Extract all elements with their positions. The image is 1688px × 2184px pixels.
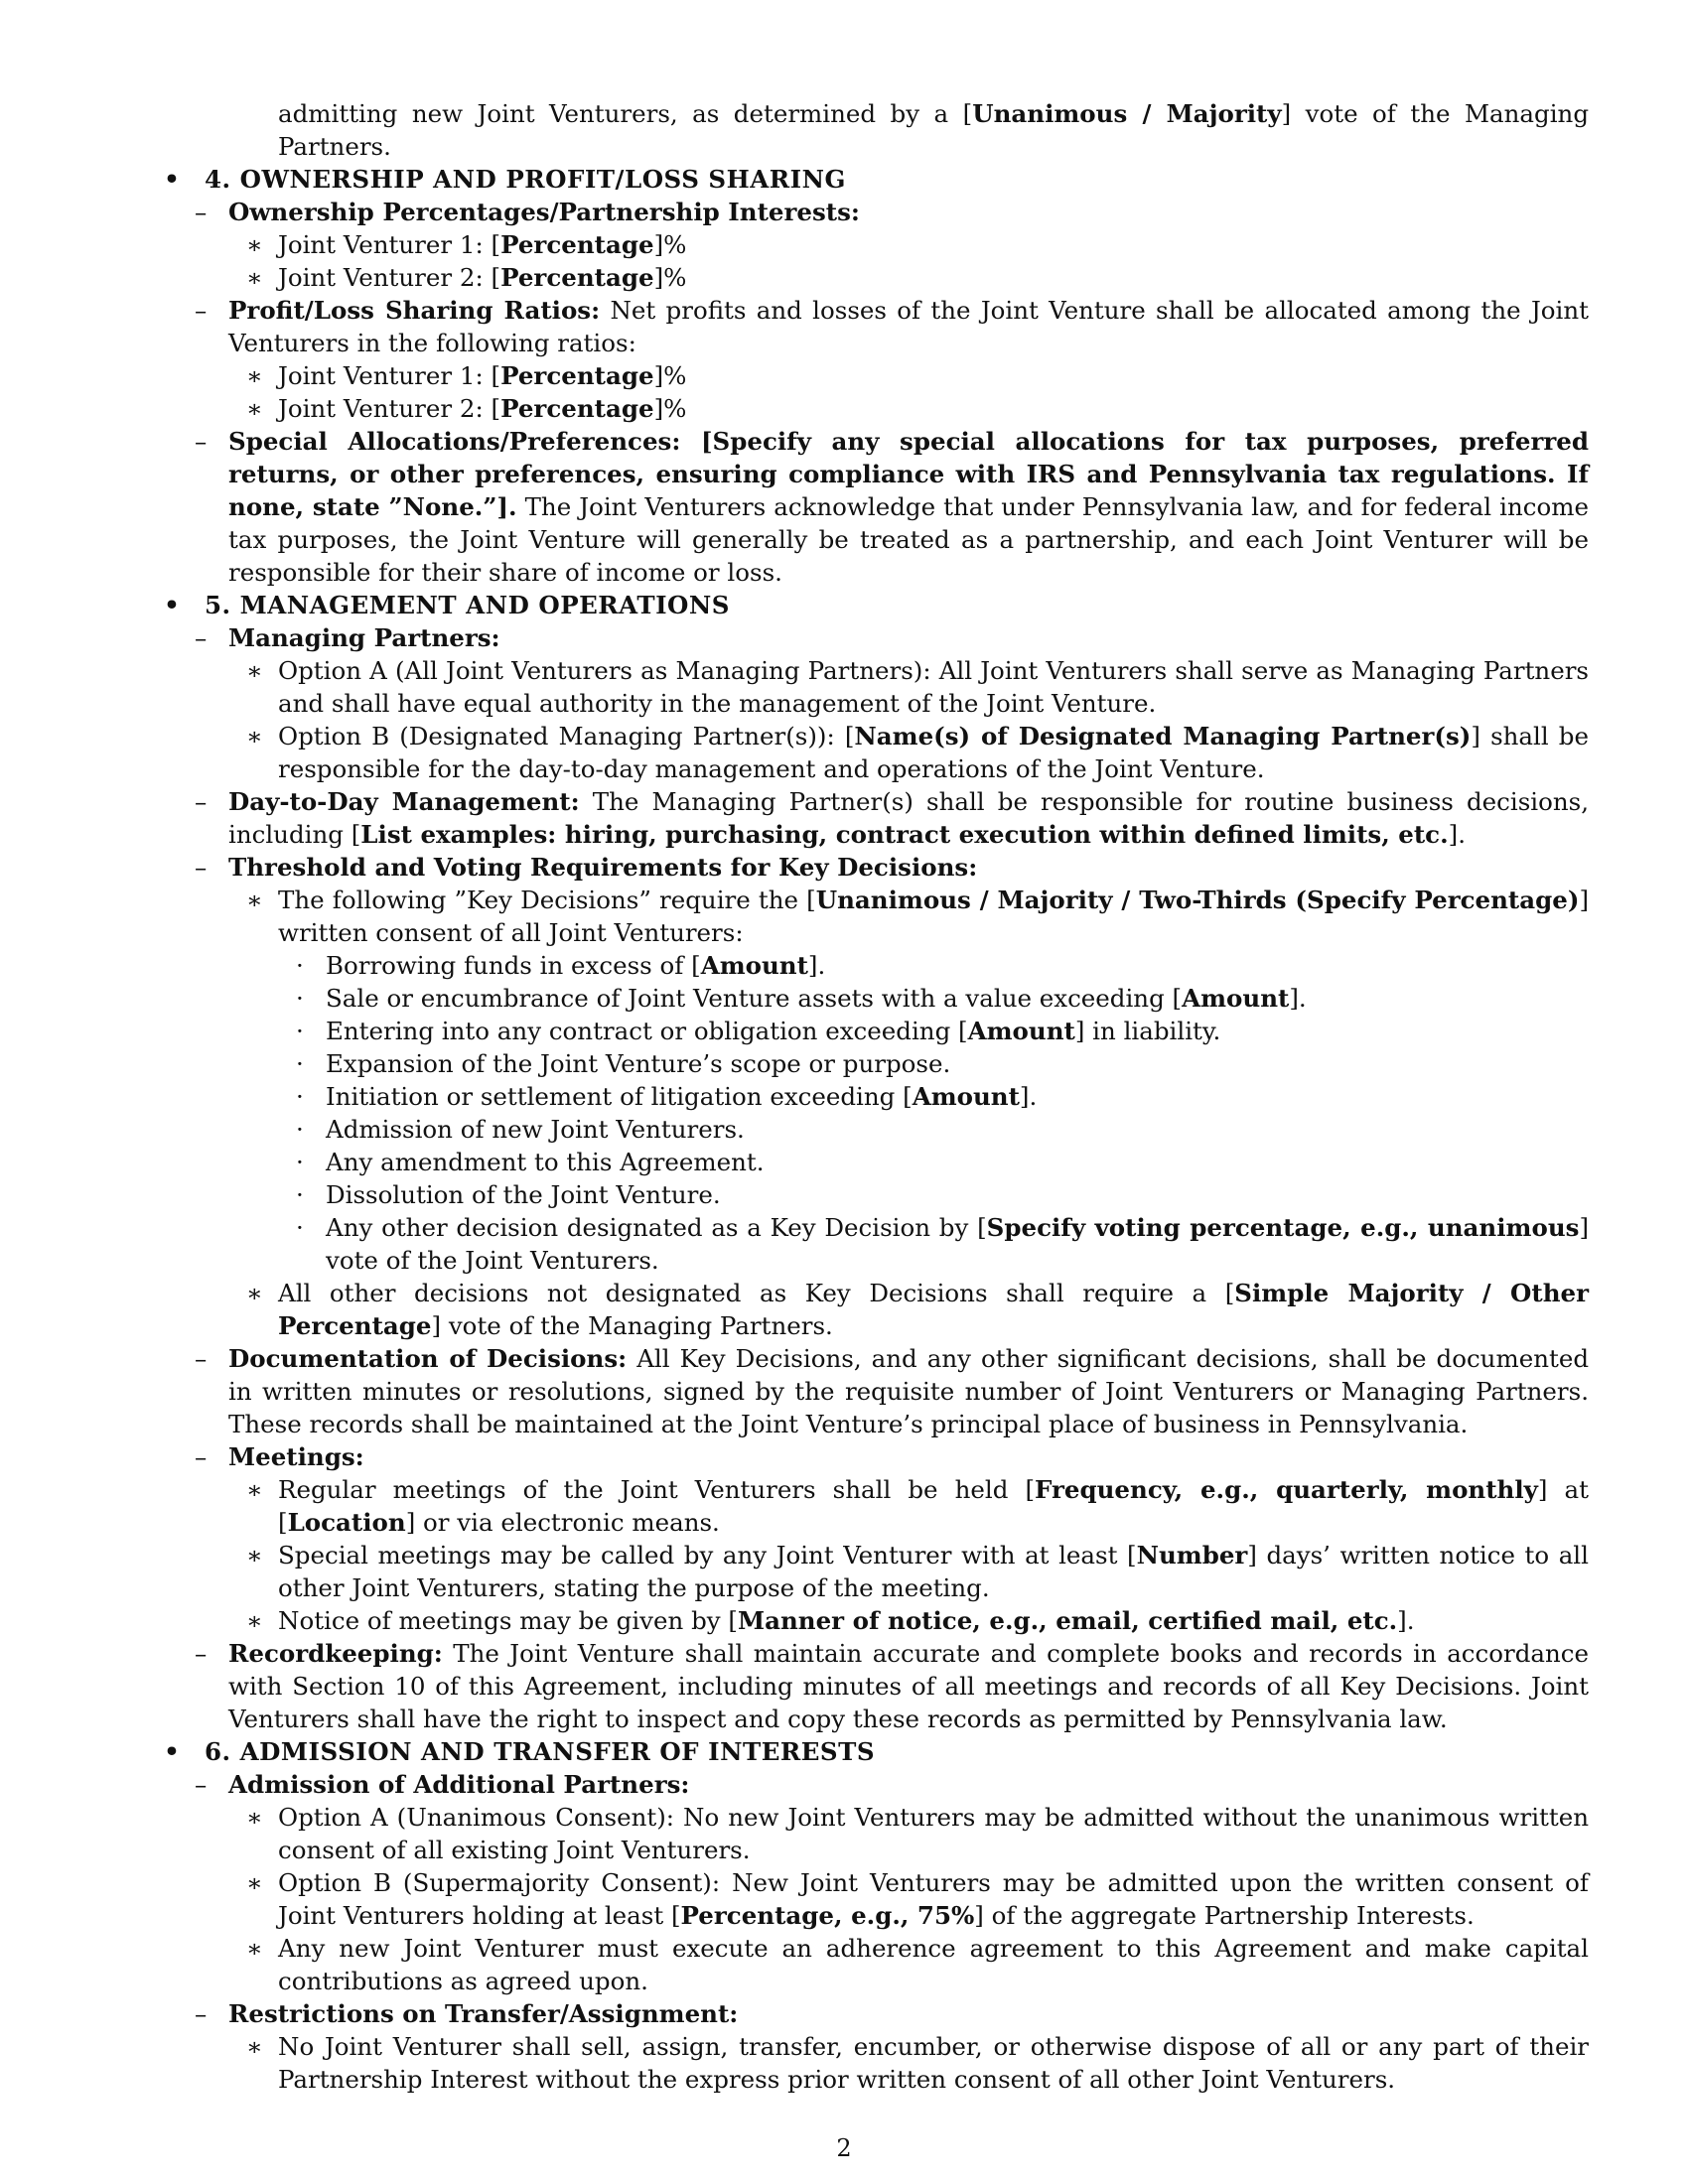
list-item: · Entering into any contract or obligation exceeding [Amount] in liability. <box>296 1017 1221 1045</box>
section-6 <box>139 1735 1589 1768</box>
list-item: ∗ Option A (Unanimous Consent): No new Joint Venturers may be admitted without the unanimous written consent of all existing Joint Venturers. <box>246 1803 1589 1864</box>
list-item: ∗ The following ”Key Decisions” require the [Unanimous / Majority / Two-Thirds (Specify Percentage)] written consent of all Joint Venturers: <box>246 886 1589 947</box>
star-marker: ∗ <box>246 1279 263 1307</box>
star-marker: ∗ <box>246 1606 263 1635</box>
dash-marker: – <box>195 853 208 882</box>
list-item: – Special Allocations/Preferences: [Specify any special allocations for tax purposes, preferred returns, or other preferences, ensuring compliance with IRS and Pennsylvania tax regulations. If none, state ”None.”]. The Joint Venturers acknowledge that under Pennsylvania law, and for federal income tax purposes, the Joint Venture will generally be treated as a partnership, and each Joint Venturer will be responsible for their share of income or loss. <box>195 427 1589 587</box>
star-marker: ∗ <box>246 1803 263 1832</box>
star-marker: ∗ <box>246 394 263 423</box>
list-item: ∗ Regular meetings of the Joint Venturers shall be held [Frequency, e.g., quarterly, monthly] at [Location] or via electronic means. <box>246 1475 1589 1537</box>
dash-marker: – <box>195 1442 208 1471</box>
star-marker: ∗ <box>246 1475 263 1504</box>
dot-marker: · <box>296 1213 304 1242</box>
list-item: · Borrowing funds in excess of [Amount]. <box>296 951 826 980</box>
item-heading: Documentation of Decisions: <box>228 1344 628 1373</box>
continuation-text: admitting new Joint Venturers, as determined by a [Unanimous / Majority] vote of the Managing Partners. <box>278 99 1590 161</box>
list-item: ∗ All other decisions not designated as Key Decisions shall require a [Simple Majority / Other Percentage] vote of the Managing Partners. <box>246 1279 1590 1340</box>
list-item: ∗ Notice of meetings may be given by [Manner of notice, e.g., email, certified mail, etc.]. <box>246 1606 1415 1635</box>
list-item: ∗ Special meetings may be called by any Joint Venturer with at least [Number] days’ written notice to all other Joint Venturers, stating the purpose of the meeting. <box>246 1541 1589 1602</box>
item-heading: Recordkeeping: <box>228 1639 443 1668</box>
star-marker: ∗ <box>246 2032 263 2061</box>
dash-marker: – <box>195 787 208 816</box>
section-5 <box>139 589 1589 621</box>
list-item: – Day-to-Day Management: The Managing Partner(s) shall be responsible for routine business decisions, including [List examples: hiring, purchasing, contract execution within defined limits, etc.]. <box>195 787 1589 849</box>
dot-marker: · <box>296 1180 304 1209</box>
list-item: ∗ No Joint Venturer shall sell, assign, transfer, encumber, or otherwise dispose of all or any part of their Partnership Interest without the express prior written consent of all other Joint Venturers. <box>246 2032 1589 2094</box>
dash-marker: – <box>195 1344 208 1373</box>
section-heading: 5. MANAGEMENT AND OPERATIONS <box>205 591 730 619</box>
list-item <box>139 1997 1589 2030</box>
star-marker: ∗ <box>246 1934 263 1963</box>
list-item: · Admission of new Joint Venturers. <box>296 1115 745 1144</box>
list-item: · Any amendment to this Agreement. <box>296 1148 765 1176</box>
dash-marker: – <box>195 1639 208 1668</box>
star-marker: ∗ <box>246 361 263 390</box>
list-item: – Recordkeeping: The Joint Venture shall maintain accurate and complete books and records in accordance with Section 10 of this Agreement, including minutes of all meetings and records of all Key Decisions. Joint Venturers shall have the right to inspect and copy these records as permitted by Pennsylvania law. <box>195 1639 1589 1733</box>
dash-marker: – <box>195 427 208 456</box>
star-marker: ∗ <box>246 1868 263 1897</box>
item-heading: Threshold and Voting Requirements for Key Decisions: <box>228 853 978 882</box>
section-4 <box>139 163 1589 196</box>
item-heading: Admission of Additional Partners: <box>228 1770 690 1799</box>
list-item: · Initiation or settlement of litigation exceeding [Amount]. <box>296 1082 1038 1111</box>
list-item: · Any other decision designated as a Key Decision by [Specify voting percentage, e.g., unanimous] vote of the Joint Venturers. <box>296 1213 1589 1275</box>
item-heading: Ownership Percentages/Partnership Interests: <box>228 198 860 226</box>
list-item: – Documentation of Decisions: All Key Decisions, and any other significant decisions, shall be documented in written minutes or resolutions, signed by the requisite number of Joint Venturers or Managing Partners. These records shall be maintained at the Joint Venture’s principal place of business in Pennsylvania. <box>195 1344 1589 1438</box>
star-marker: ∗ <box>246 722 263 751</box>
star-marker: ∗ <box>246 263 263 292</box>
dash-marker: – <box>195 296 208 325</box>
list-item <box>139 621 1589 654</box>
star-marker: ∗ <box>246 656 263 685</box>
list-item <box>139 196 1589 228</box>
dot-marker: · <box>296 1049 304 1078</box>
dash-marker: – <box>195 1770 208 1799</box>
list-item: ∗ Option B (Designated Managing Partner(s)): [Name(s) of Designated Managing Partner(s)] shall be responsible for the day-to-day management and operations of the Joint Venture. <box>246 722 1589 783</box>
list-item: ∗ Joint Venturer 2: [Percentage]% <box>246 394 687 423</box>
list-item: · Expansion of the Joint Venture’s scope or purpose. <box>296 1049 951 1078</box>
list-item: ∗ Option B (Supermajority Consent): New Joint Venturers may be admitted upon the written consent of Joint Venturers holding at least [Percentage, e.g., 75%] of the aggregate Partnership Interests. <box>246 1868 1589 1930</box>
item-heading: Managing Partners: <box>228 623 500 652</box>
bullet-marker: • <box>164 165 180 194</box>
item-heading: Day-to-Day Management: <box>228 787 580 816</box>
dot-marker: · <box>296 1115 304 1144</box>
bullet-marker: • <box>164 591 180 619</box>
page-number: 2 <box>836 2134 852 2162</box>
section-heading: 4. OWNERSHIP AND PROFIT/LOSS SHARING <box>205 165 846 194</box>
dot-marker: · <box>296 1082 304 1111</box>
list-item <box>139 1440 1589 1473</box>
star-marker: ∗ <box>246 1541 263 1570</box>
dot-marker: · <box>296 984 304 1013</box>
list-item: ∗ Option A (All Joint Venturers as Managing Partners): All Joint Venturers shall serve as Managing Partners and shall have equal authority in the management of the Joint Venture. <box>246 656 1589 718</box>
item-heading: Profit/Loss Sharing Ratios: <box>228 296 601 325</box>
list-item <box>139 1768 1589 1801</box>
star-marker: ∗ <box>246 886 263 914</box>
list-item: ∗ Any new Joint Venturer must execute an adherence agreement to this Agreement and make capital contributions as agreed upon. <box>246 1934 1589 1995</box>
list-item: – Profit/Loss Sharing Ratios: Net profits and losses of the Joint Venture shall be allocated among the Joint Venturers in the following ratios: <box>195 296 1589 357</box>
dot-marker: · <box>296 951 304 980</box>
list-item: · Sale or encumbrance of Joint Venture assets with a value exceeding [Amount]. <box>296 984 1307 1013</box>
list-item <box>139 851 1589 884</box>
dash-marker: – <box>195 623 208 652</box>
dot-marker: · <box>296 1148 304 1176</box>
list-item: · Dissolution of the Joint Venture. <box>296 1180 721 1209</box>
star-marker: ∗ <box>246 230 263 259</box>
dash-marker: – <box>195 1999 208 2028</box>
dash-marker: – <box>195 198 208 226</box>
list-item: ∗ Joint Venturer 2: [Percentage]% <box>246 263 687 292</box>
document-page <box>139 97 1589 2096</box>
section-heading: 6. ADMISSION AND TRANSFER OF INTERESTS <box>205 1737 876 1766</box>
bullet-marker: • <box>164 1737 180 1766</box>
dot-marker: · <box>296 1017 304 1045</box>
item-heading: Restrictions on Transfer/Assignment: <box>228 1999 739 2028</box>
list-item: ∗ Joint Venturer 1: [Percentage]% <box>246 361 687 390</box>
item-heading: Special Allocations/Preferences: <box>228 427 681 456</box>
item-heading: Meetings: <box>228 1442 364 1471</box>
list-item: ∗ Joint Venturer 1: [Percentage]% <box>246 230 687 259</box>
